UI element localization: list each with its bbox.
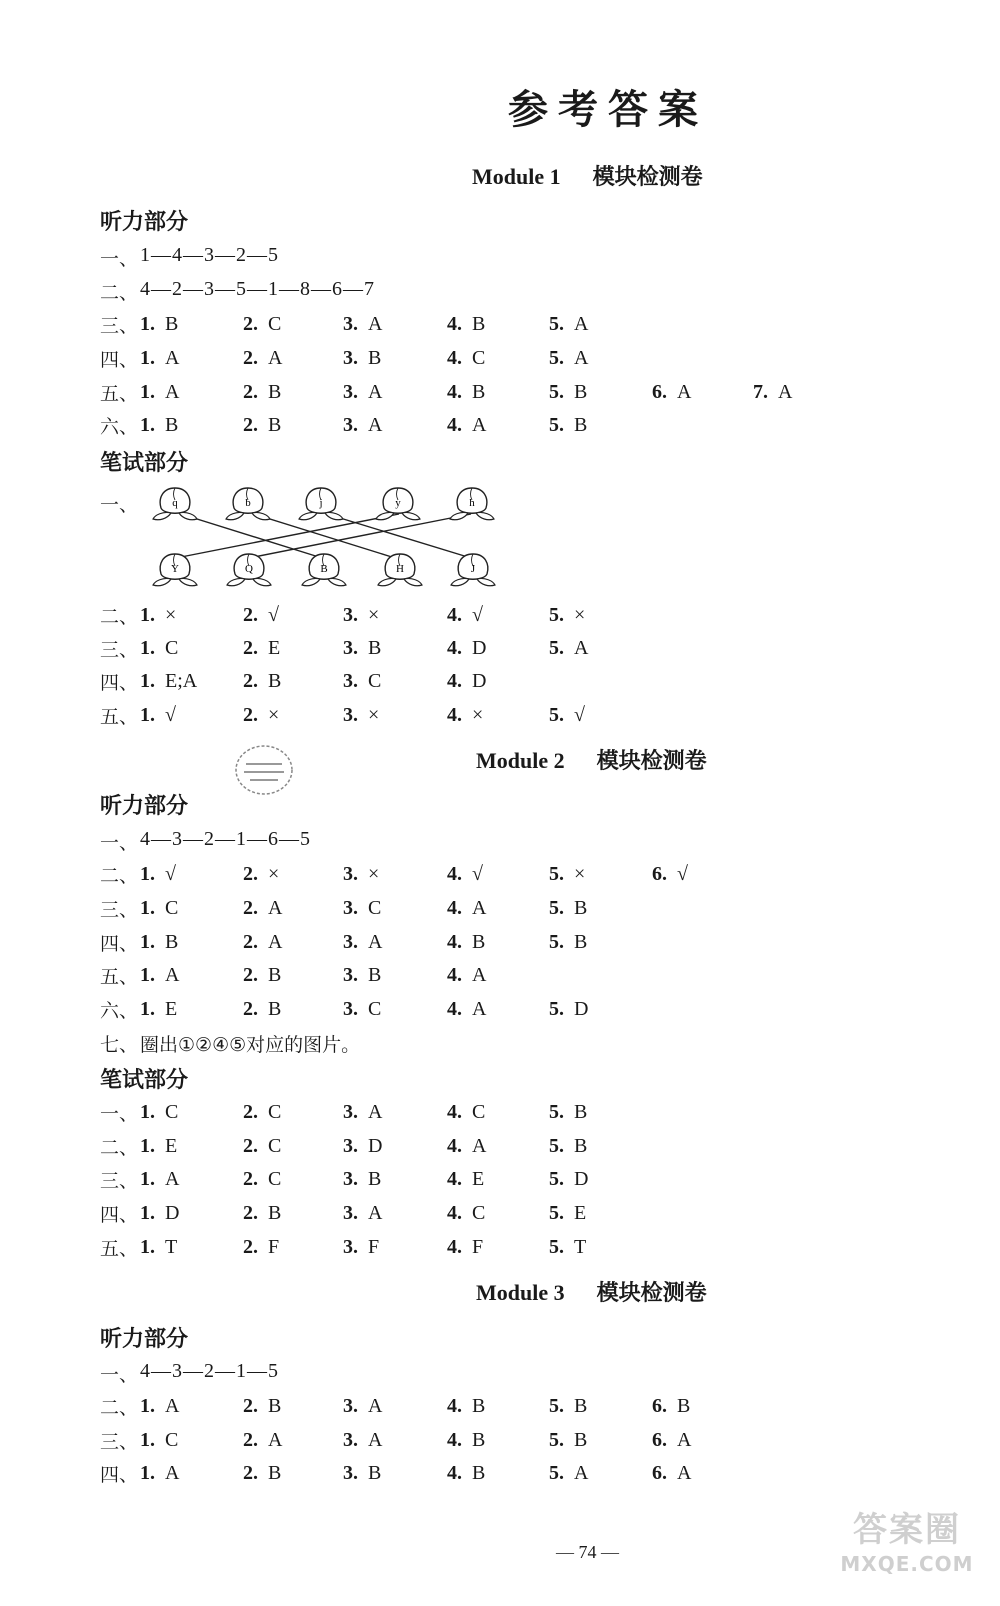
- match-line: [254, 514, 395, 558]
- match-line: [327, 514, 471, 558]
- svg-text:B: B: [320, 563, 328, 575]
- svg-text:J: J: [470, 563, 476, 575]
- peach-top-2: [226, 488, 270, 520]
- svg-text:H: H: [396, 563, 404, 575]
- svg-text:y: y: [395, 497, 401, 509]
- svg-text:q: q: [172, 497, 178, 509]
- peach-bottom-4: [378, 554, 422, 586]
- letter-matching-diagram: [145, 478, 505, 592]
- writing-heading: 笔试部分: [100, 1068, 189, 1093]
- match-line: [249, 514, 471, 558]
- listening-heading: 听力部分: [100, 794, 189, 819]
- match-line: [176, 514, 399, 558]
- svg-text:b: b: [245, 497, 251, 509]
- svg-text:h: h: [469, 497, 475, 509]
- peach-bottom-3: [302, 554, 346, 586]
- peach-question-label: 一、: [100, 494, 139, 516]
- listening-heading: 听力部分: [100, 1327, 189, 1352]
- svg-text:Y: Y: [171, 563, 179, 575]
- peach-bottom-1: [153, 554, 197, 586]
- writing-heading: 笔试部分: [100, 451, 189, 476]
- module-2-heading: Module 2 模块检测卷: [476, 748, 707, 773]
- peach-bottom-2: [227, 554, 271, 586]
- stamp-mark: [232, 742, 296, 798]
- page-title: 参考答案: [508, 86, 708, 133]
- peach-bottom-5: [451, 554, 495, 586]
- peach-top-3: [299, 488, 343, 520]
- module-3-heading: Module 3 模块检测卷: [476, 1280, 707, 1305]
- watermark: 答案圈 MXQE.COM: [840, 1510, 974, 1576]
- svg-text:Q: Q: [245, 563, 253, 575]
- listening-heading: 听力部分: [100, 210, 189, 235]
- page-number: — 74 —: [556, 1542, 619, 1562]
- match-line: [181, 514, 322, 558]
- peach-top-1: [153, 488, 197, 520]
- module-1-heading: Module 1 模块检测卷: [472, 164, 703, 189]
- peach-top-4: [376, 488, 420, 520]
- peach-top-5: [450, 488, 494, 520]
- svg-text:j: j: [319, 497, 323, 509]
